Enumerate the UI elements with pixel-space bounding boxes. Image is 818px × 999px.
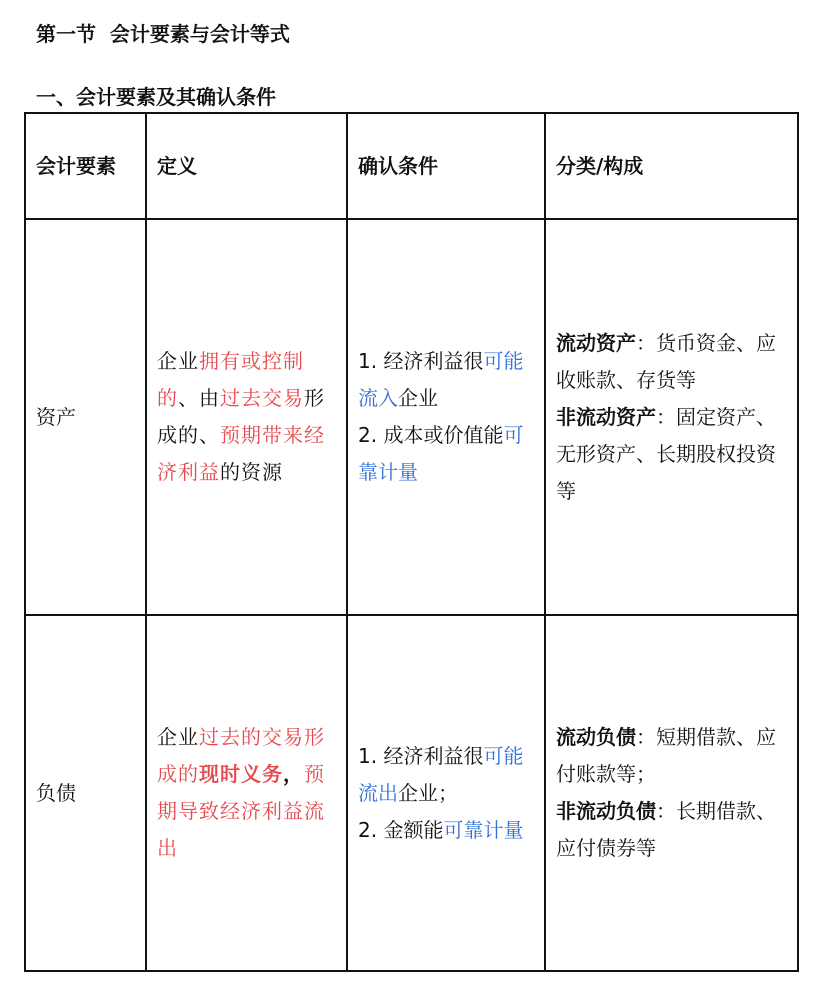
def-highlight: 过去的交易形成的 <box>157 725 325 786</box>
def-text: 、由 <box>178 386 220 410</box>
cond-highlight: 可靠计量 <box>358 423 524 484</box>
class-label: 流动负债 <box>556 725 636 749</box>
conditions-assets <box>347 219 545 615</box>
def-highlight-bold: 现时义务 <box>199 762 283 786</box>
def-highlight: 拥有或控制的 <box>157 349 304 410</box>
conditions-liabilities <box>347 615 545 971</box>
classification-assets <box>545 219 798 615</box>
cond-text: 2. 金额能 <box>358 817 444 842</box>
header-element: 会计要素 <box>25 113 146 219</box>
class-current <box>556 719 789 793</box>
class-text: ：固定资产、无形资产、长期股权投资等 <box>556 404 776 503</box>
cond-text: 2. 成本或价值能 <box>358 423 504 447</box>
cond-highlight: 可靠计量 <box>443 817 524 842</box>
condition-1 <box>358 343 536 417</box>
condition-2 <box>358 417 536 491</box>
def-text: 企业 <box>157 349 199 373</box>
def-text: 企业 <box>157 725 199 749</box>
cond-text: 企业 <box>398 386 438 410</box>
cond-text: 企业； <box>398 780 458 805</box>
classification-liabilities <box>545 615 798 971</box>
class-noncurrent <box>556 399 789 510</box>
def-text: 的资源 <box>220 460 283 484</box>
cond-highlight: 可能流入 <box>358 349 524 410</box>
element-name-liabilities: 负债 <box>25 615 146 971</box>
section-title: 第一节 会计要素与会计等式 <box>36 22 290 46</box>
cond-highlight: 可能流出 <box>358 743 524 805</box>
accounting-elements-table <box>24 112 799 972</box>
class-noncurrent <box>556 793 789 867</box>
definition-assets <box>146 219 347 615</box>
def-highlight: 预期导致经济利益流出 <box>157 762 325 860</box>
def-highlight: 过去交易 <box>220 386 304 410</box>
definition-liabilities <box>146 615 347 971</box>
header-definition: 定义 <box>146 113 347 219</box>
condition-1 <box>358 738 536 812</box>
class-label: 非流动负债 <box>556 799 656 823</box>
class-text: ：长期借款、应付债券等 <box>556 799 776 860</box>
class-text: ：短期借款、应付账款等； <box>556 725 776 786</box>
class-label: 流动资产 <box>556 330 636 355</box>
table-header-row <box>25 113 798 219</box>
class-label: 非流动资产 <box>556 404 656 429</box>
table-row-assets <box>25 219 798 615</box>
header-classification: 分类/构成 <box>545 113 798 219</box>
def-text: 形成的、 <box>157 386 325 447</box>
table-row-liabilities <box>25 615 798 971</box>
sub-title: 一、会计要素及其确认条件 <box>36 85 276 109</box>
header-conditions: 确认条件 <box>347 113 545 219</box>
def-highlight: 预期带来经济利益 <box>157 423 325 484</box>
class-current <box>556 325 789 399</box>
condition-2 <box>358 812 536 849</box>
element-name-assets: 资产 <box>25 219 146 615</box>
class-text: ：货币资金、应收账款、存货等 <box>556 330 776 392</box>
cond-text: 1. 经济利益很 <box>358 349 484 373</box>
cond-text: 1. 经济利益很 <box>358 743 484 768</box>
def-text: ， <box>283 762 304 786</box>
